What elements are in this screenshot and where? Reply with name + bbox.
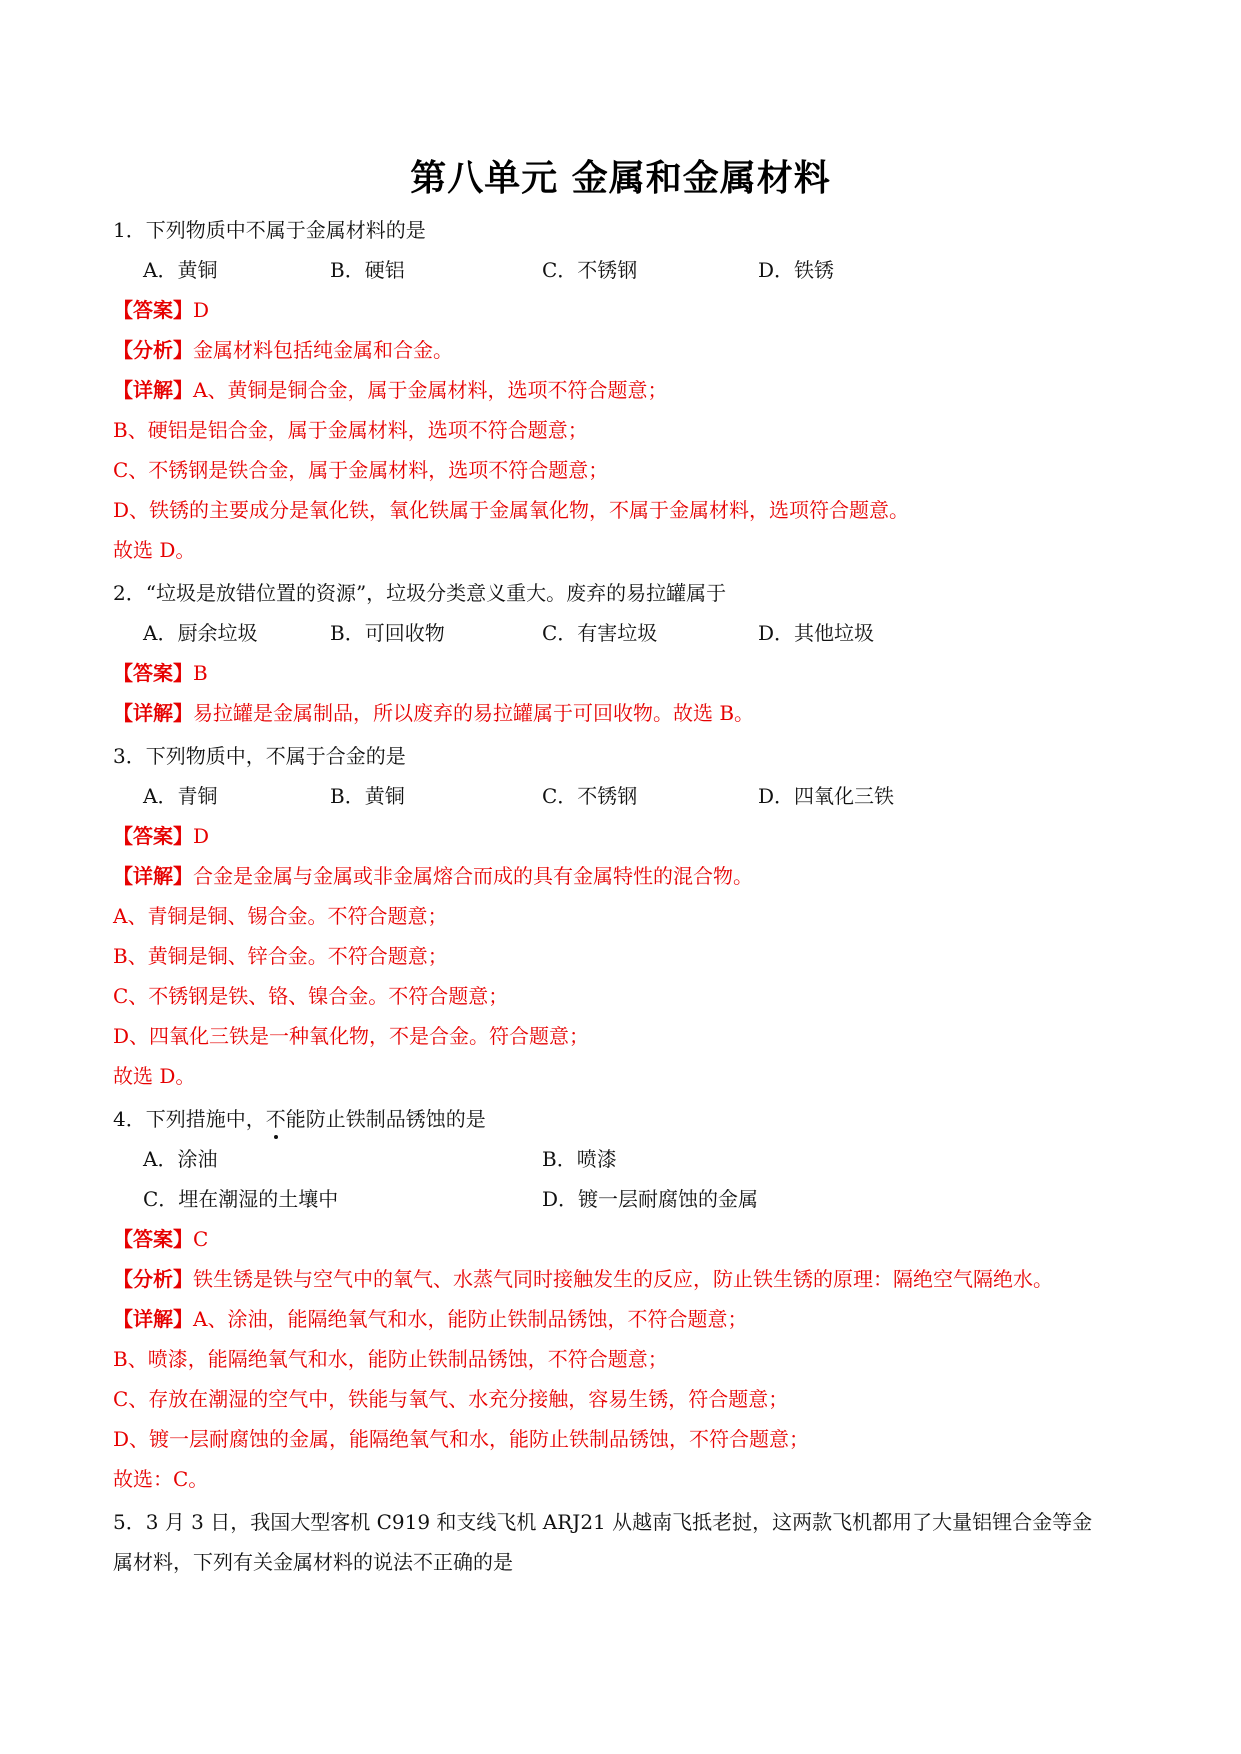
question-1-detail-line: D、铁锈的主要成分是氧化铁，氧化铁属于金属氧化物，不属于金属材料，选项符合题意。 <box>113 498 910 522</box>
detail-text: 易拉罐是金属制品，所以废弃的易拉罐属于可回收物。故选 B。 <box>193 701 755 725</box>
question-1-detail <box>113 377 667 403</box>
question-4-option-d: D．镀一层耐腐蚀的金属 <box>542 1187 759 1211</box>
question-4-answer <box>113 1226 208 1252</box>
question-4-stem <box>113 1106 486 1132</box>
answer-value: D <box>193 298 210 322</box>
question-1-option-a: A．黄铜 <box>143 258 218 282</box>
question-2-option-c: C．有害垃圾 <box>542 621 658 645</box>
question-1-stem: 1．下列物质中不属于金属材料的是 <box>113 218 426 242</box>
question-3-stem: 3．下列物质中，不属于合金的是 <box>113 744 406 768</box>
question-2-option-a: A．厨余垃圾 <box>143 621 258 645</box>
stem-text: 4．下列措施中， <box>113 1107 266 1131</box>
question-4-option-a: A．涂油 <box>143 1147 218 1171</box>
question-3-detail-line: A、青铜是铜、锡合金。不符合题意； <box>113 904 448 928</box>
question-3-option-b: B．黄铜 <box>330 784 405 808</box>
answer-tag: 【答案】 <box>113 824 193 848</box>
question-3-option-a: A．青铜 <box>143 784 218 808</box>
analysis-tag: 【分析】 <box>113 1267 193 1291</box>
question-5-stem-line: 5．3 月 3 日，我国大型客机 C919 和支线飞机 ARJ21 从越南飞抵老挝，这两款飞机都用了大量铝锂合金等金 <box>113 1510 1093 1534</box>
answer-value: C <box>193 1227 209 1251</box>
question-1-detail-line: C、不锈钢是铁合金，属于金属材料，选项不符合题意； <box>113 458 609 482</box>
question-1-answer <box>113 297 209 323</box>
question-1-conclusion: 故选 D。 <box>113 538 196 562</box>
detail-tag: 【详解】 <box>113 701 193 725</box>
question-2-option-b: B．可回收物 <box>330 621 445 645</box>
page-title: 第八单元 金属和金属材料 <box>410 158 831 199</box>
detail-tag: 【详解】 <box>113 864 193 888</box>
question-1-option-b: B．硬铝 <box>330 258 405 282</box>
question-3-answer <box>113 823 209 849</box>
question-1-option-c: C．不锈钢 <box>542 258 638 282</box>
question-4-option-b: B．喷漆 <box>542 1147 617 1171</box>
question-3-option-d: D．四氧化三铁 <box>758 784 895 808</box>
question-3-detail <box>113 863 753 889</box>
question-4-detail <box>113 1306 747 1332</box>
analysis-text: 铁生锈是铁与空气中的氧气、水蒸气同时接触发生的反应，防止铁生锈的原理：隔绝空气隔绝水。 <box>193 1267 1053 1291</box>
question-3-detail-line: B、黄铜是铜、锌合金。不符合题意； <box>113 944 448 968</box>
detail-text: 合金是金属与金属或非金属熔合而成的具有金属特性的混合物。 <box>193 864 753 888</box>
question-3-option-c: C．不锈钢 <box>542 784 638 808</box>
question-2-stem: 2．“垃圾是放错位置的资源”，垃圾分类意义重大。废弃的易拉罐属于 <box>113 581 727 605</box>
stem-text: 能防止铁制品锈蚀的是 <box>285 1107 486 1131</box>
question-4-conclusion: 故选：C。 <box>113 1467 209 1491</box>
detail-tag: 【详解】 <box>113 378 193 402</box>
question-1-analysis <box>113 337 453 363</box>
analysis-tag: 【分析】 <box>113 338 193 362</box>
answer-tag: 【答案】 <box>113 1227 193 1251</box>
detail-text: A、涂油，能隔绝氧气和水，能防止铁制品锈蚀，不符合题意； <box>193 1307 748 1331</box>
analysis-text: 金属材料包括纯金属和合金。 <box>193 338 453 362</box>
answer-value: B <box>193 661 208 685</box>
detail-text: A、黄铜是铜合金，属于金属材料，选项不符合题意； <box>193 378 668 402</box>
detail-tag: 【详解】 <box>113 1307 193 1331</box>
question-5-stem-line: 属材料，下列有关金属材料的说法不正确的是 <box>113 1550 513 1574</box>
answer-value: D <box>193 824 210 848</box>
question-4-analysis <box>113 1266 1053 1292</box>
question-2-detail <box>113 700 754 726</box>
question-2-answer <box>113 660 208 686</box>
question-3-detail-line: C、不锈钢是铁、铬、镍合金。不符合题意； <box>113 984 509 1008</box>
answer-tag: 【答案】 <box>113 661 193 685</box>
question-2-option-d: D．其他垃圾 <box>758 621 875 645</box>
emphasis-mark: 不 <box>265 1107 286 1131</box>
question-3-detail-line: D、四氧化三铁是一种氧化物，不是合金。符合题意； <box>113 1024 590 1048</box>
question-1-option-d: D．铁锈 <box>758 258 835 282</box>
question-4-detail-line: D、镀一层耐腐蚀的金属，能隔绝氧气和水，能防止铁制品锈蚀，不符合题意； <box>113 1427 810 1451</box>
question-1-detail-line: B、硬铝是铝合金，属于金属材料，选项不符合题意； <box>113 418 588 442</box>
question-4-option-c: C．埋在潮湿的土壤中 <box>143 1187 339 1211</box>
question-4-detail-line: B、喷漆，能隔绝氧气和水，能防止铁制品锈蚀，不符合题意； <box>113 1347 668 1371</box>
question-4-detail-line: C、存放在潮湿的空气中，铁能与氧气、水充分接触，容易生锈，符合题意； <box>113 1387 789 1411</box>
question-3-conclusion: 故选 D。 <box>113 1064 196 1088</box>
answer-tag: 【答案】 <box>113 298 193 322</box>
